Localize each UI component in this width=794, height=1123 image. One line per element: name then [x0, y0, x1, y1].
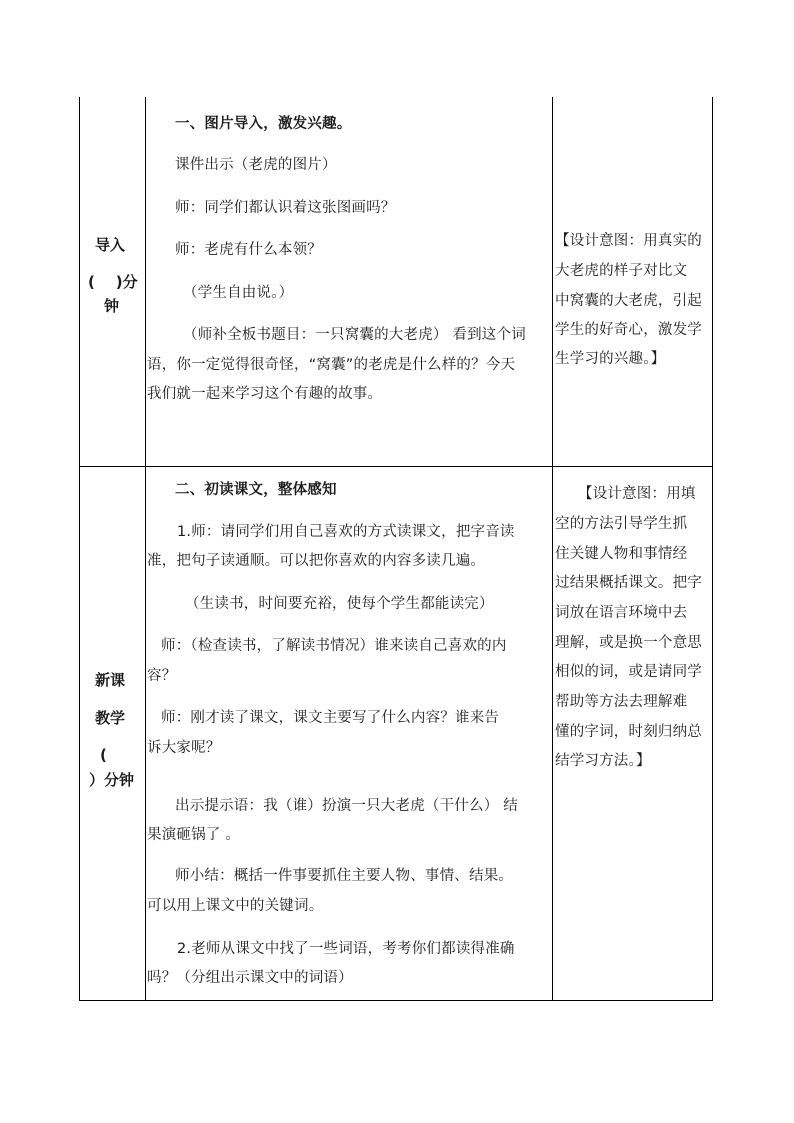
lesson-line: 师：刚才读了课文，课文主要写了什么内容？谁来告	[161, 710, 500, 726]
lesson-label-line3: (	[100, 746, 107, 764]
intro-label-line1: 导入	[95, 236, 126, 254]
lesson-design-line: 空的方法引导学生抓	[555, 516, 688, 532]
intro-line: 师：同学们都认识着这张图画吗？	[175, 200, 396, 216]
lesson-design-line: 过结果概括课文。把字	[555, 575, 702, 591]
lesson-design-line: 帮助等方法去理解难	[555, 694, 688, 710]
intro-design-line: 学生的好奇心，激发学	[555, 322, 702, 338]
row-divider	[79, 466, 713, 467]
intro-title: 一、图片导入，激发兴趣。	[175, 116, 352, 132]
lesson-design-line: 理解，或是换一个意思	[555, 635, 702, 651]
intro-line: 课件出示（老虎的图片）	[175, 157, 337, 173]
lesson-design-line: 词放在语言环境中去	[555, 605, 688, 621]
intro-line: （学生自由说。）	[183, 285, 294, 301]
lesson-label-line4: ）分钟	[89, 771, 135, 789]
lesson-design-line: 【设计意图：用填	[578, 486, 696, 502]
lesson-line: 师：（检查读书，了解读书情况）谁来读自己喜欢的内	[161, 638, 507, 654]
table-left-border	[79, 97, 80, 1001]
lesson-label-line2: 教学	[95, 709, 126, 727]
intro-design-line: 大老虎的样子对比文	[555, 263, 688, 279]
intro-line: （师补全板书题目：一只窝囊的大老虎） 看到这个词	[183, 327, 526, 343]
lesson-line: 出示提示语：我（谁）扮演一只大老虎（干什么） 结	[175, 798, 518, 814]
table-right-border	[712, 97, 713, 1001]
lesson-line: 果演砸锅了 。	[147, 827, 241, 843]
lesson-design-line: 懂的字词，时刻归纳总	[555, 724, 702, 740]
intro-design-line: 中窝囊的大老虎，引起	[555, 293, 702, 309]
intro-label-line2: ( )分	[88, 273, 138, 291]
lesson-line: 可以用上课文中的关键词。	[147, 898, 324, 914]
intro-design-line: 生学习的兴趣。】	[555, 351, 666, 367]
lesson-design-line: 住关键人物和事情经	[555, 546, 688, 562]
intro-line: 我们就一起来学习这个有趣的故事。	[147, 386, 383, 402]
lesson-line: 2.老师从课文中找了一些词语，考考你们都读得准确	[177, 941, 515, 957]
intro-label-line3: 钟	[104, 297, 120, 315]
lesson-title: 二、初读课文，整体感知	[175, 482, 337, 498]
lesson-line: 诉大家呢？	[147, 740, 221, 756]
lesson-line: （生读书，时间要充裕，使每个学生都能读完）	[185, 596, 494, 612]
lesson-label-line1: 新课	[95, 671, 126, 689]
lesson-line: 吗？（分组出示课文中的词语）	[147, 970, 353, 986]
intro-line: 师：老虎有什么本领？	[175, 242, 322, 258]
lesson-design-line: 相似的词，或是请同学	[555, 664, 702, 680]
lesson-line: 容？	[147, 668, 177, 684]
lesson-design-line: 结学习方法。】	[555, 753, 651, 769]
intro-line: 语，你一定觉得很奇怪，“窝囊”的老虎是什么样的？今天	[147, 357, 516, 373]
table-divider-2	[552, 97, 553, 1001]
intro-design-line: 【设计意图：用真实的	[555, 233, 702, 249]
lesson-line: 师小结：概括一件事要抓住主要人物、事情、结果。	[175, 868, 514, 884]
table-bottom-border	[79, 1000, 713, 1001]
lesson-line: 1.师：请同学们用自己喜欢的方式读课文，把字音读	[177, 524, 515, 540]
lesson-line: 准，把句子读通顺。可以把你喜欢的内容多读几遍。	[147, 553, 486, 569]
table-divider-1	[145, 97, 146, 1001]
